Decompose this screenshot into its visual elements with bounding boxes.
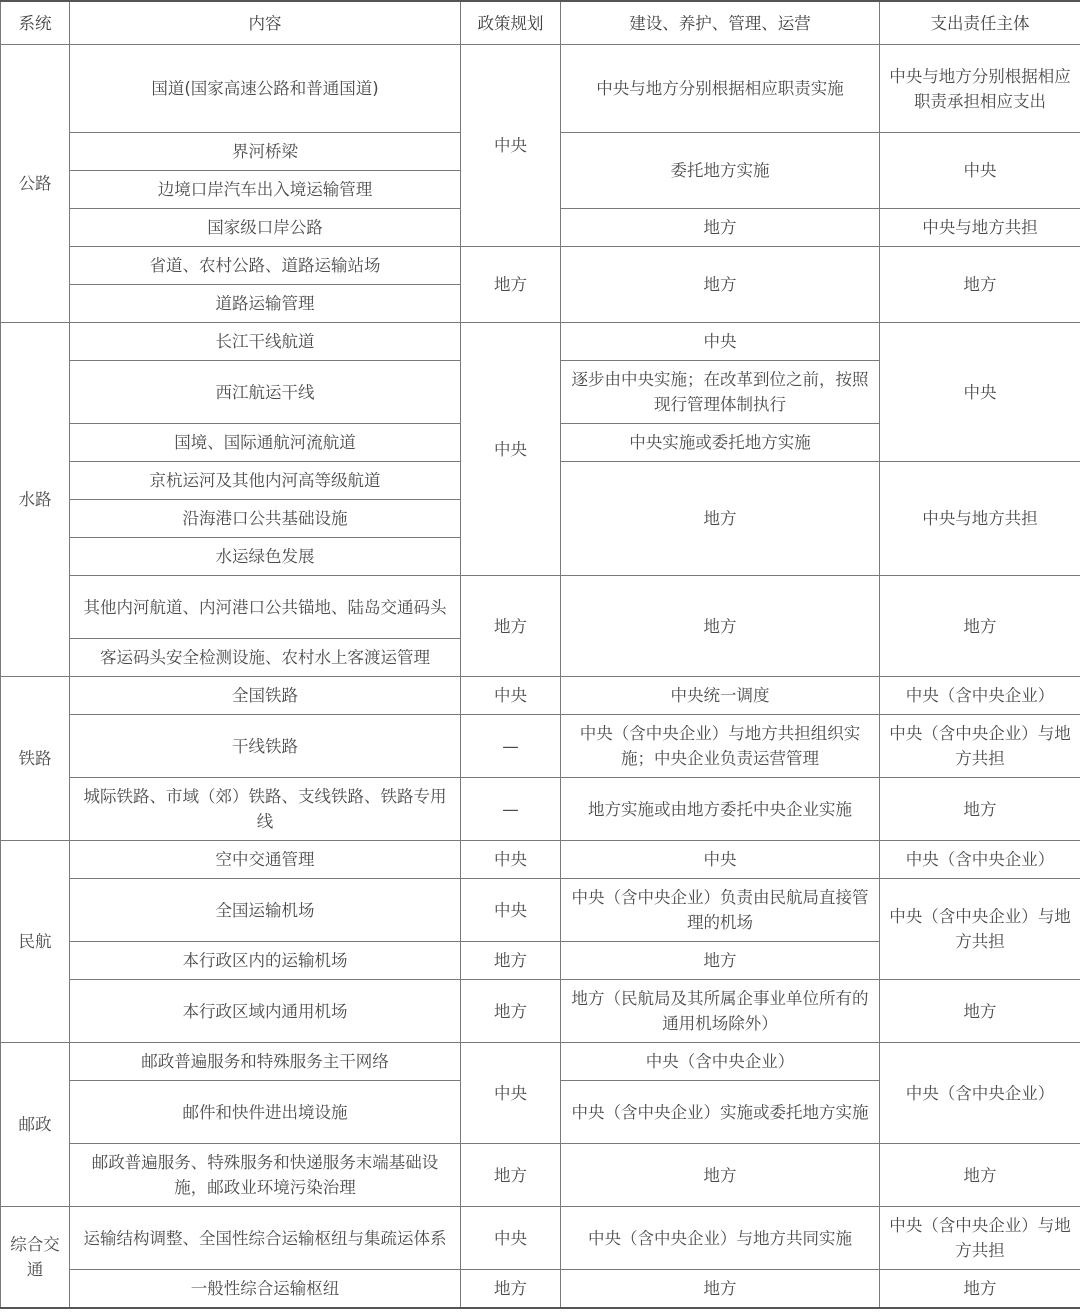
table-row (1, 715, 1080, 778)
content-cell: 本行政区内的运输机场 (70, 942, 461, 980)
table-row (1, 778, 1080, 841)
construction-cell: 地方（民航局及其所属企事业单位所有的通用机场除外） (561, 980, 880, 1043)
content-cell: 沿海港口公共基础设施 (70, 500, 461, 538)
policy-cell: — (461, 715, 561, 778)
construction-cell: 逐步由中央实施；在改革到位之前，按照现行管理体制执行 (561, 361, 880, 424)
construction-cell: 地方 (561, 209, 880, 247)
table-row (1, 879, 1080, 942)
expenditure-cell: 中央与地方共担 (880, 209, 1080, 247)
content-cell: 长江干线航道 (70, 323, 461, 361)
system-postal: 邮政 (1, 1043, 70, 1207)
policy-cell: 中央 (461, 45, 561, 247)
header-construction: 建设、养护、管理、运营 (561, 1, 880, 45)
construction-cell: 中央与地方分别根据相应职责实施 (561, 45, 880, 133)
header-system: 系统 (1, 1, 70, 45)
system-comprehensive: 综合交通 (1, 1207, 70, 1308)
content-cell: 干线铁路 (70, 715, 461, 778)
expenditure-cell: 中央（含中央企业）与地方共担 (880, 1207, 1080, 1270)
content-cell: 邮件和快件进出境设施 (70, 1081, 461, 1144)
content-cell: 国家级口岸公路 (70, 209, 461, 247)
policy-cell: 地方 (461, 247, 561, 323)
table-row (1, 323, 1080, 361)
expenditure-cell: 地方 (880, 247, 1080, 323)
content-cell: 邮政普遍服务、特殊服务和快递服务末端基础设施，邮政业环境污染治理 (70, 1144, 461, 1207)
table-row (1, 980, 1080, 1043)
policy-cell: 地方 (461, 1270, 561, 1308)
content-cell: 国道(国家高速公路和普通国道) (70, 45, 461, 133)
content-cell: 水运绿色发展 (70, 538, 461, 576)
expenditure-cell: 地方 (880, 576, 1080, 677)
content-cell: 空中交通管理 (70, 841, 461, 879)
expenditure-cell: 中央与地方共担 (880, 462, 1080, 576)
policy-cell: 中央 (461, 323, 561, 576)
header-policy: 政策规划 (461, 1, 561, 45)
construction-cell: 中央（含中央企业）实施或委托地方实施 (561, 1081, 880, 1144)
content-cell: 京杭运河及其他内河高等级航道 (70, 462, 461, 500)
content-cell: 城际铁路、市域（郊）铁路、支线铁路、铁路专用线 (70, 778, 461, 841)
policy-cell: 中央 (461, 1207, 561, 1270)
table-row (1, 1207, 1080, 1270)
expenditure-cell: 中央（含中央企业）与地方共担 (880, 879, 1080, 980)
construction-cell: 中央统一调度 (561, 677, 880, 715)
construction-cell: 中央 (561, 841, 880, 879)
table-row (1, 576, 1080, 639)
system-waterway: 水路 (1, 323, 70, 677)
expenditure-cell: 中央（含中央企业） (880, 1043, 1080, 1144)
table-row (1, 677, 1080, 715)
expenditure-cell: 地方 (880, 1270, 1080, 1308)
content-cell: 边境口岸汽车出入境运输管理 (70, 171, 461, 209)
content-cell: 客运码头安全检测设施、农村水上客渡运管理 (70, 639, 461, 677)
expenditure-cell: 中央与地方分别根据相应职责承担相应支出 (880, 45, 1080, 133)
system-railway: 铁路 (1, 677, 70, 841)
header-row (1, 1, 1080, 45)
content-cell: 国境、国际通航河流航道 (70, 424, 461, 462)
table-row (1, 45, 1080, 133)
content-cell: 一般性综合运输枢纽 (70, 1270, 461, 1308)
expenditure-cell: 中央（含中央企业）与地方共担 (880, 715, 1080, 778)
content-cell: 界河桥梁 (70, 133, 461, 171)
content-cell: 道路运输管理 (70, 285, 461, 323)
construction-cell: 地方 (561, 247, 880, 323)
expenditure-cell: 地方 (880, 778, 1080, 841)
content-cell: 省道、农村公路、道路运输站场 (70, 247, 461, 285)
header-content: 内容 (70, 1, 461, 45)
construction-cell: 中央（含中央企业） (561, 1043, 880, 1081)
table-row (1, 1144, 1080, 1207)
construction-cell: 中央 (561, 323, 880, 361)
table-row (1, 1043, 1080, 1081)
policy-cell: 地方 (461, 576, 561, 677)
policy-cell: 中央 (461, 841, 561, 879)
construction-cell: 地方 (561, 1270, 880, 1308)
policy-cell: 地方 (461, 1144, 561, 1207)
content-cell: 本行政区域内通用机场 (70, 980, 461, 1043)
content-cell: 全国运输机场 (70, 879, 461, 942)
expenditure-cell: 地方 (880, 980, 1080, 1043)
policy-cell: 中央 (461, 677, 561, 715)
table-row (1, 841, 1080, 879)
content-cell: 邮政普遍服务和特殊服务主干网络 (70, 1043, 461, 1081)
construction-cell: 中央（含中央企业）与地方共担组织实施；中央企业负责运营管理 (561, 715, 880, 778)
policy-cell: 中央 (461, 879, 561, 942)
policy-cell: 中央 (461, 1043, 561, 1144)
content-cell: 运输结构调整、全国性综合运输枢纽与集疏运体系 (70, 1207, 461, 1270)
expenditure-cell: 地方 (880, 1144, 1080, 1207)
table-row (1, 1270, 1080, 1308)
construction-cell: 委托地方实施 (561, 133, 880, 209)
system-highway: 公路 (1, 45, 70, 323)
construction-cell: 地方 (561, 1144, 880, 1207)
policy-cell: 地方 (461, 980, 561, 1043)
table-row (1, 247, 1080, 285)
construction-cell: 中央实施或委托地方实施 (561, 424, 880, 462)
policy-cell: — (461, 778, 561, 841)
expenditure-cell: 中央 (880, 133, 1080, 209)
system-aviation: 民航 (1, 841, 70, 1043)
expenditure-cell: 中央（含中央企业） (880, 677, 1080, 715)
content-cell: 全国铁路 (70, 677, 461, 715)
policy-cell: 地方 (461, 942, 561, 980)
construction-cell: 中央（含中央企业）负责由民航局直接管理的机场 (561, 879, 880, 942)
construction-cell: 地方 (561, 576, 880, 677)
content-cell: 西江航运干线 (70, 361, 461, 424)
header-expenditure: 支出责任主体 (880, 1, 1080, 45)
expenditure-cell: 中央（含中央企业） (880, 841, 1080, 879)
construction-cell: 地方 (561, 462, 880, 576)
content-cell: 其他内河航道、内河港口公共锚地、陆岛交通码头 (70, 576, 461, 639)
expenditure-cell: 中央 (880, 323, 1080, 462)
construction-cell: 中央（含中央企业）与地方共同实施 (561, 1207, 880, 1270)
construction-cell: 地方实施或由地方委托中央企业实施 (561, 778, 880, 841)
construction-cell: 地方 (561, 942, 880, 980)
